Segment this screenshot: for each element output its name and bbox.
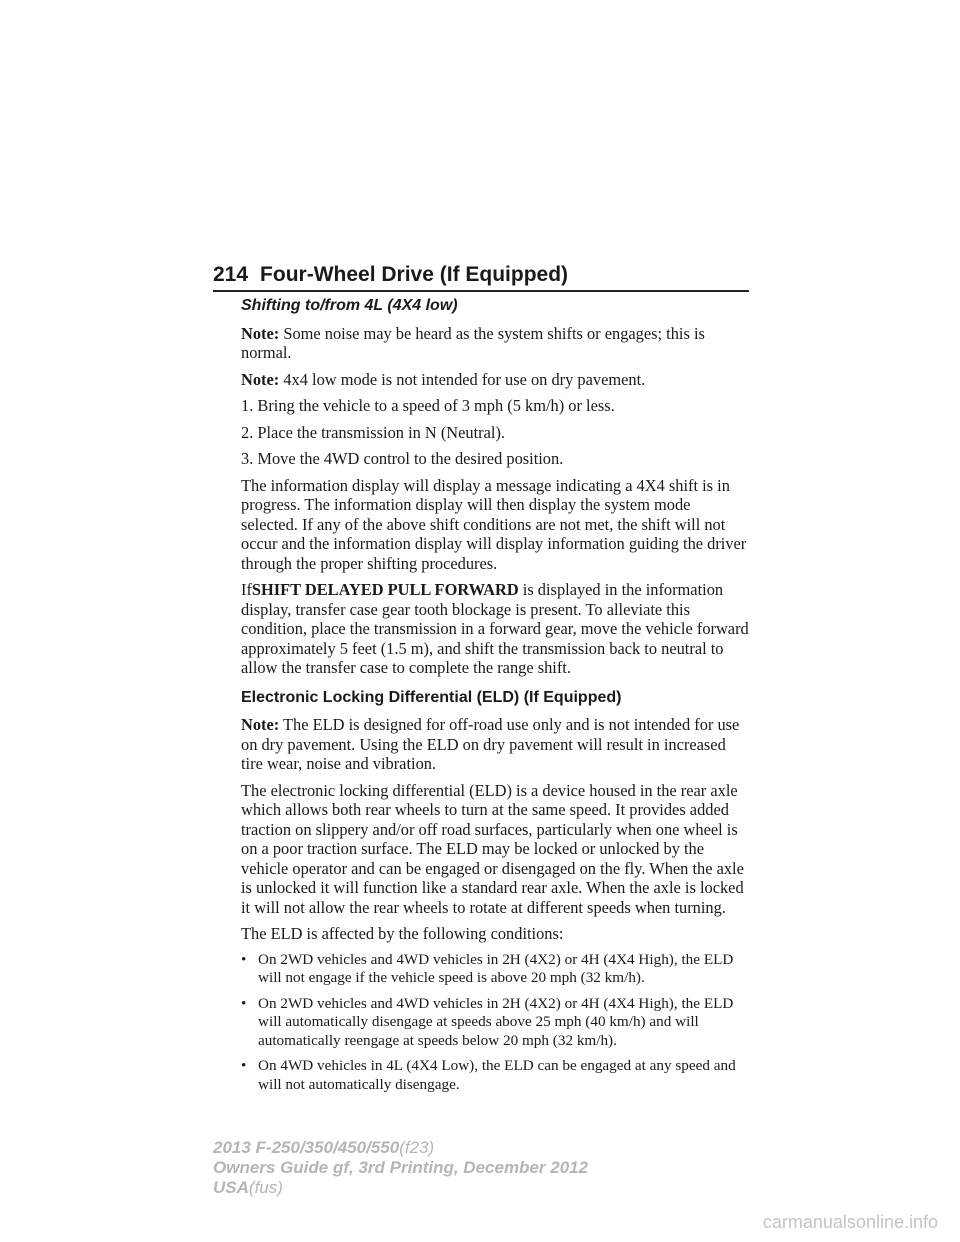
footer-model: 2013 F-250/350/450/550: [213, 1138, 400, 1157]
note-paragraph: [241, 715, 751, 774]
page-number: 214: [213, 263, 249, 286]
list-item: [241, 995, 751, 1051]
footer-printing-line: Owners Guide gf, 3rd Printing, December 2012: [213, 1158, 589, 1177]
footer-region-line: [213, 1178, 588, 1198]
page-content: [241, 296, 751, 1101]
bullet-icon: •: [241, 950, 247, 968]
list-item-text: On 4WD vehicles in 4L (4X4 Low), the ELD can be engaged at any speed and will not automatically disengage.: [258, 1057, 736, 1093]
section-heading-eld: Electronic Locking Differential (ELD) (If Equipped): [241, 688, 622, 706]
list-item-text: On 2WD vehicles and 4WD vehicles in 2H (4X2) or 4H (4X4 High), the ELD will automatically disengage at speeds above 25 mph (40 km/h) and will automatically reengage at speeds below 20 mph (32 km/h).: [258, 994, 734, 1049]
step-item: 2. Place the transmission in N (Neutral).: [241, 422, 506, 442]
step-item: 1. Bring the vehicle to a speed of 3 mph (5 km/h) or less.: [241, 396, 615, 415]
chapter-title: Four-Wheel Drive (If Equipped): [260, 263, 569, 286]
display-message: SHIFT DELAYED PULL FORWARD: [251, 580, 519, 599]
bullet-icon: •: [241, 1057, 247, 1074]
conditions-list: [241, 951, 751, 1095]
bullet-icon: •: [241, 994, 247, 1012]
note-label: Note:: [241, 715, 280, 734]
note-text: 4x4 low mode is not intended for use on dry pavement.: [283, 369, 646, 389]
footer-region: USA: [213, 1178, 249, 1197]
para-prefix: If: [241, 580, 252, 599]
note-text: Some noise may be heard as the system shifts or engages; this is normal.: [241, 323, 705, 362]
page-header: [213, 254, 749, 292]
section-heading-shifting-4l: Shifting to/from 4L (4X4 low): [241, 297, 458, 314]
footer-region-code: (fus): [248, 1178, 283, 1197]
body-paragraph: The ELD is affected by the following conditions:: [241, 924, 564, 943]
body-paragraph: The electronic locking differential (ELD) is a device housed in the rear axle which allows both rear wheels to turn at the same speed. It provides added traction on slippery and/or off road surfaces, particularly when one wheel is on a poor traction surface. The ELD may be locked or unlocked by the vehicle operator and can be engaged or disengaged on the fly. When the axle is unlocked it will function like a standard rear axle. When the axle is locked it will not allow the rear wheels to rotate at different speeds when turning.: [241, 780, 744, 917]
para-text: is displayed in the information display, transfer case gear tooth blockage is present. To alleviate this condition, place the transmission in a forward gear, move the vehicle forward approximately 5 feet (1.5 m), and shift the transmission back to neutral to allow the transfer case to complete the range shift.: [241, 580, 749, 677]
list-item: [241, 951, 751, 988]
page-footer: [213, 1138, 588, 1198]
note-paragraph: [241, 370, 751, 390]
body-paragraph: [241, 580, 751, 678]
note-text: The ELD is designed for off-road use only and is not intended for use on dry pavement. Using the ELD on dry pavement will result in increased tire wear, noise and vibration.: [241, 715, 740, 773]
note-label: Note:: [241, 323, 280, 343]
note-label: Note:: [241, 369, 280, 389]
watermark: carmanualsonline.info: [762, 1212, 938, 1232]
list-item-text: On 2WD vehicles and 4WD vehicles in 2H (4X2) or 4H (4X4 High), the ELD will not engage if the vehicle speed is above 20 mph (32 km/h).: [258, 950, 734, 986]
note-paragraph: [241, 324, 751, 363]
list-item: [241, 1057, 751, 1094]
footer-code: (f23): [399, 1138, 435, 1157]
footer-model-line: [213, 1138, 588, 1158]
body-paragraph: The information display will display a message indicating a 4X4 shift is in progress. The information display will then display the system mode selected. If any of the above shift conditions are not met, the shift will not occur and the information display will display information guiding the driver through the proper shifting procedures.: [241, 475, 747, 573]
step-item: 3. Move the 4WD control to the desired position.: [241, 449, 564, 468]
